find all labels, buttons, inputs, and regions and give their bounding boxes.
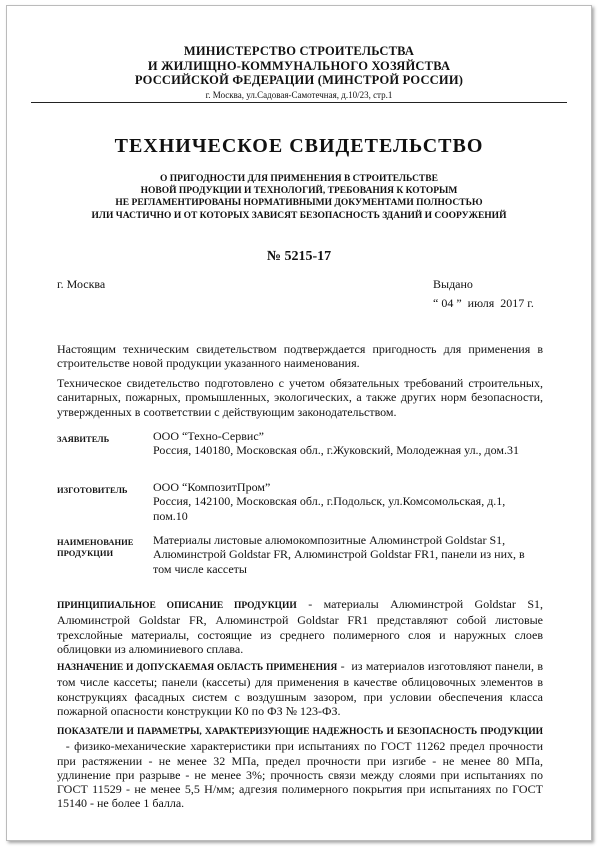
applicant-value: [153, 429, 543, 458]
product-label-line: НАИМЕНОВАНИЕ: [57, 537, 134, 547]
purpose-text: из материалов изготовляют панели, в том числе кассеты; панели (кассеты) для применения в качестве облицовочных элементов в конструкциях фасадных систем с воздушным зазором, при условии обеспечения класса пожарной опасности конструкции К0 по ФЗ № 123-ФЗ.: [57, 659, 543, 718]
description-heading: ПРИНЦИПИАЛЬНОЕ ОПИСАНИЕ ПРОДУКЦИИ: [57, 601, 297, 611]
subtitle-line: НЕ РЕГЛАМЕНТИРОВАНЫ НОРМАТИВНЫМИ ДОКУМЕНТАМИ ПОЛНОСТЬЮ: [115, 198, 483, 209]
description-separator: -: [296, 597, 324, 611]
indicators-paragraph: [57, 723, 543, 811]
manufacturer-name: ООО “КомпозитПром”: [153, 480, 271, 494]
applicant-address: Россия, 140180, Московская обл., г.Жуковский, Молодежная ул., дом.31: [153, 443, 520, 458]
applicant-name: ООО “Техно-Сервис”: [153, 429, 264, 443]
ministry-address: г. Москва, ул.Садовая-Самотечная, д.10/23, стр.1: [205, 90, 393, 100]
indicators-separator: -: [57, 739, 70, 754]
applicant-label: ЗАЯВИТЕЛЬ: [57, 434, 110, 444]
manufacturer-label: ИЗГОТОВИТЕЛЬ: [57, 485, 128, 495]
document-title: ТЕХНИЧЕСКОЕ СВИДЕТЕЛЬСТВО: [114, 135, 484, 157]
manufacturer-value: [153, 480, 531, 523]
subtitle-line: О ПРИГОДНОСТИ ДЛЯ ПРИМЕНЕНИЯ В СТРОИТЕЛЬСТВЕ: [160, 174, 438, 184]
header-divider: [31, 102, 567, 103]
description-paragraph: [57, 597, 543, 656]
issue-city: г. Москва: [57, 277, 106, 291]
certificate-number: № 5215-17: [266, 249, 332, 264]
ministry-line: И ЖИЛИЩНО-КОММУНАЛЬНОГО ХОЗЯЙСТВА: [147, 58, 451, 73]
intro-paragraph: Настоящим техническим свидетельством подтверждается пригодность для применения в строительстве новой продукции указанного наименования.: [57, 342, 543, 371]
issued-label: Выдано: [433, 277, 473, 291]
manufacturer-address: Россия, 142100, Московская обл., г.Подольск, ул.Комсомольская, д.1, пом.10: [153, 494, 506, 523]
purpose-heading: НАЗНАЧЕНИЕ И ДОПУСКАЕМАЯ ОБЛАСТЬ ПРИМЕНЕНИЯ: [57, 663, 338, 673]
purpose-separator: -: [337, 659, 352, 673]
ministry-header: [7, 44, 591, 88]
certificate-page: [6, 5, 592, 841]
subtitle-line: ИЛИ ЧАСТИЧНО И ОТ КОТОРЫХ ЗАВИСЯТ БЕЗОПАСНОСТЬ ЗДАНИЙ И СООРУЖЕНИЙ: [91, 210, 507, 221]
ministry-line: МИНИСТЕРСТВО СТРОИТЕЛЬСТВА: [183, 44, 415, 58]
subtitle-line: НОВОЙ ПРОДУКЦИИ И ТЕХНОЛОГИЙ, ТРЕБОВАНИЯ К КОТОРЫМ: [140, 186, 458, 197]
purpose-paragraph: [57, 659, 543, 718]
ministry-line: РОССИЙСКОЙ ФЕДЕРАЦИИ (МИНСТРОЙ РОССИИ): [134, 73, 464, 87]
product-label-line: ПРОДУКЦИИ: [57, 548, 114, 558]
indicators-heading: ПОКАЗАТЕЛИ И ПАРАМЕТРЫ, ХАРАКТЕРИЗУЮЩИЕ НАДЕЖНОСТЬ И БЕЗОПАСНОСТЬ ПРОДУКЦИИ: [57, 727, 543, 737]
description-text: материалы Алюминстрой Goldstar S1, Алюминстрой Goldstar FR, Алюминстрой Goldstar FR1 представляют собой листовые трехслойные материалы, состоящие из среднего полимерного слоя и наружных слоев облицовки из алюминиевого сплава.: [57, 597, 543, 656]
product-value: Материалы листовые алюмокомпозитные Алюминстрой Goldstar S1, Алюминстрой Goldstar FR, Алюминстрой Goldstar FR1, панели из них, в том числе кассеты: [153, 533, 525, 576]
indicators-text: физико-механические характеристики при испытаниях по ГОСТ 11262 предел прочности при растяжении - не менее 32 МПа, предел прочности при изгибе - не менее 80 МПа, удлинение при разрыве - не менее 3%; прочность связи между слоями при испытаниях по ГОСТ 11529 - не менее 5,5 Н/мм; адгезия полимерного покрытия при испытаниях по ГОСТ 15140 - не более 1 балла.: [57, 739, 544, 811]
document-subtitle: [7, 173, 591, 222]
intro-paragraph: Техническое свидетельство подготовлено с учетом обязательных требований строительных, санитарных, пожарных, промышленных, экологических, а также других норм безопасности, утвержденных в соответствии с действующим законодательством.: [57, 376, 543, 419]
issue-date: “ 04 ” июля 2017 г.: [433, 296, 534, 310]
product-label: [57, 537, 149, 559]
